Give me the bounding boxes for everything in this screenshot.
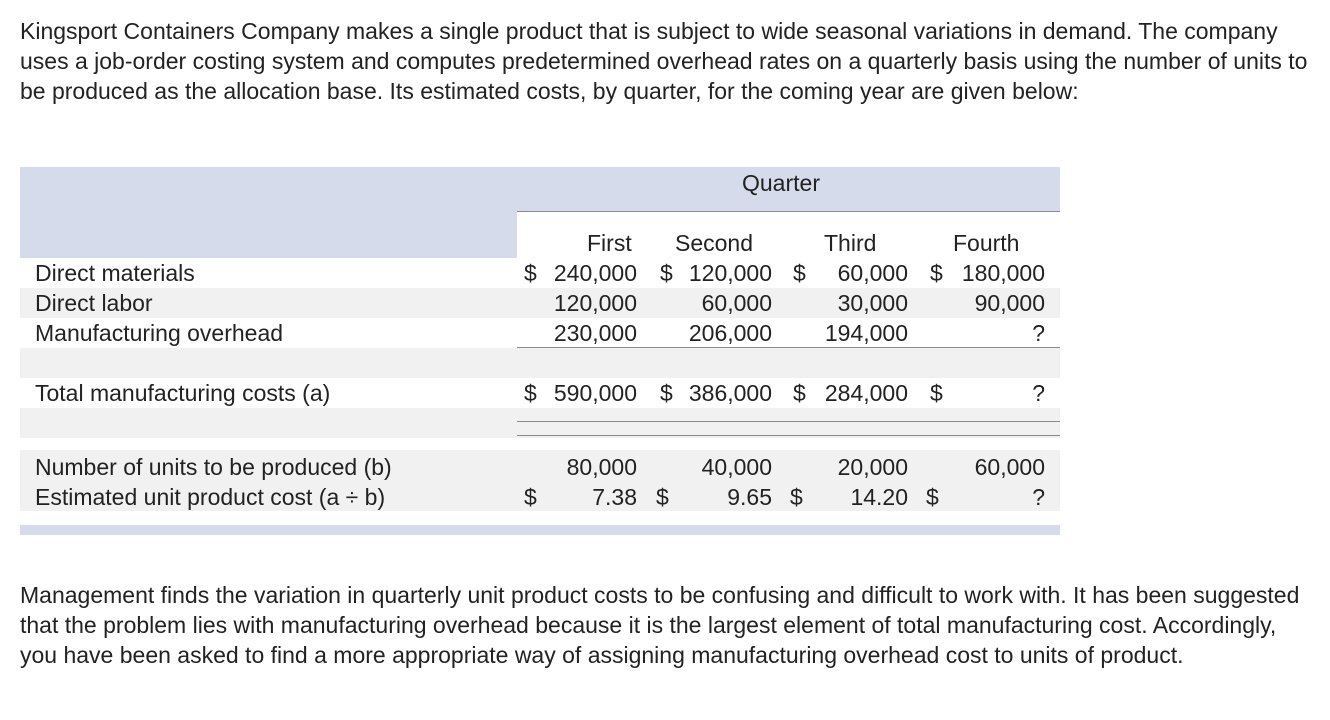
cost-table bbox=[20, 167, 1060, 535]
value-uc-fourth: ? bbox=[1032, 484, 1045, 510]
currency-symbol: $ bbox=[790, 484, 803, 510]
value-uc-first: 7.38 bbox=[592, 484, 637, 510]
outro-paragraph: Management finds the variation in quarterly unit product costs to be confusing and difficult to work with. It has been suggested that the problem lies with manufacturing overhead because it is the largest element of total manufacturing cost. Accordingly, you have been asked to find a more appropriate way of assigning manufacturing overhead cost to units of product. bbox=[20, 582, 1300, 668]
value-dm-first: 240,000 bbox=[553, 260, 637, 286]
quarter-header: Quarter bbox=[742, 170, 820, 196]
currency-symbol: $ bbox=[524, 260, 537, 286]
value-dl-first: 120,000 bbox=[553, 290, 637, 316]
table-footer-bar bbox=[20, 525, 1060, 535]
value-units-first: 80,000 bbox=[566, 454, 637, 480]
value-total-second: 386,000 bbox=[688, 380, 772, 406]
intro-paragraph: Kingsport Containers Company makes a single product that is subject to wide seasonal variations in demand. The company uses a job-order costing system and computes predetermined overhead rates on a quarterly basis using the number of units to be produced as the allocation base. Its estimated costs, by quarter, for the coming year are given below: bbox=[20, 18, 1308, 104]
col-header-third: Third bbox=[824, 230, 877, 256]
row-label-overhead: Manufacturing overhead bbox=[35, 320, 284, 346]
value-units-second: 40,000 bbox=[701, 454, 772, 480]
currency-symbol: $ bbox=[660, 260, 673, 286]
currency-symbol: $ bbox=[930, 380, 943, 406]
value-dm-third: 60,000 bbox=[837, 260, 908, 286]
double-rule-top bbox=[517, 421, 1060, 422]
value-dm-fourth: 180,000 bbox=[961, 260, 1045, 286]
value-total-first: 590,000 bbox=[553, 380, 637, 406]
quarter-divider bbox=[517, 211, 1060, 212]
value-moh-fourth: ? bbox=[1032, 320, 1045, 346]
row-label-units: Number of units to be produced (b) bbox=[35, 454, 392, 480]
value-dl-third: 30,000 bbox=[837, 290, 908, 316]
value-dl-fourth: 90,000 bbox=[974, 290, 1045, 316]
double-rule-bottom bbox=[517, 435, 1060, 436]
currency-symbol: $ bbox=[926, 484, 939, 510]
col-header-fourth: Fourth bbox=[953, 230, 1020, 256]
currency-symbol: $ bbox=[524, 380, 537, 406]
currency-symbol: $ bbox=[524, 484, 537, 510]
col-header-second: Second bbox=[675, 230, 754, 256]
value-moh-first: 230,000 bbox=[553, 320, 637, 346]
row-label-unit-cost: Estimated unit product cost (a ÷ b) bbox=[35, 484, 386, 510]
value-dl-second: 60,000 bbox=[701, 290, 772, 316]
row-label-total: Total manufacturing costs (a) bbox=[35, 380, 331, 406]
value-uc-third: 14.20 bbox=[850, 484, 908, 510]
value-total-third: 284,000 bbox=[824, 380, 908, 406]
value-moh-second: 206,000 bbox=[688, 320, 772, 346]
row-stripe bbox=[20, 408, 1060, 438]
currency-symbol: $ bbox=[793, 380, 806, 406]
row-label-direct-materials: Direct materials bbox=[35, 260, 195, 286]
value-units-third: 20,000 bbox=[837, 454, 908, 480]
row-label-direct-labor: Direct labor bbox=[35, 290, 153, 316]
currency-symbol: $ bbox=[660, 380, 673, 406]
value-dm-second: 120,000 bbox=[688, 260, 772, 286]
currency-symbol: $ bbox=[930, 260, 943, 286]
value-total-fourth: ? bbox=[1032, 380, 1045, 406]
value-moh-third: 194,000 bbox=[824, 320, 908, 346]
col-header-first: First bbox=[587, 230, 632, 256]
currency-symbol: $ bbox=[656, 484, 669, 510]
value-units-fourth: 60,000 bbox=[974, 454, 1045, 480]
row-stripe bbox=[20, 348, 1060, 378]
value-uc-second: 9.65 bbox=[727, 484, 772, 510]
currency-symbol: $ bbox=[793, 260, 806, 286]
